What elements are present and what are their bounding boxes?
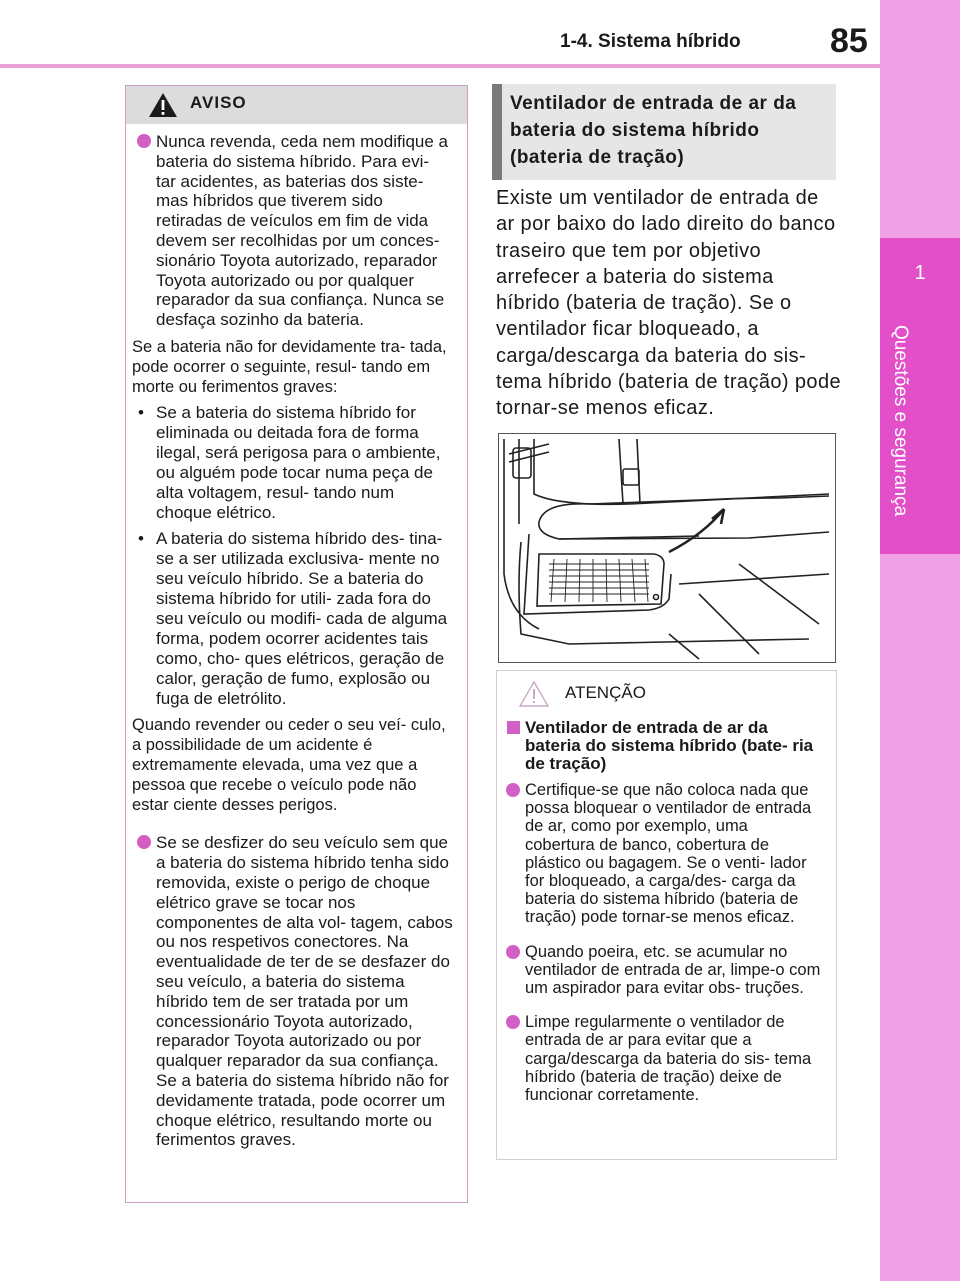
bullet-dot-icon <box>506 1015 520 1029</box>
chapter-label: Questões e segurança <box>890 325 911 517</box>
bullet-dot-icon <box>506 783 520 797</box>
header-rule <box>0 64 880 68</box>
fan-section-title: Ventilador de entrada de ar da bateria do sistema híbrido (bateria de tração) <box>510 93 797 168</box>
aviso-box <box>125 85 468 1203</box>
aviso-paragraph-1: Se a bateria não for devidamente tra- tada, pode ocorrer o seguinte, resul- tando em morte ou ferimentos graves: <box>132 337 447 396</box>
fan-section-title-bar <box>492 84 502 180</box>
aviso-dash-item-1: • Se a bateria do sistema híbrido for eliminada ou deitada fora de forma ilegal, será perigosa para o ambiente, ou alguém pode tocar numa peça de alta voltagem, resul- tando num choque elétrico. <box>138 403 441 523</box>
square-bullet-icon <box>507 721 520 734</box>
dash-bullet-icon: • <box>138 529 144 549</box>
rear-seat-vent-drawing <box>499 434 834 661</box>
aviso-header <box>126 86 467 124</box>
dash-bullet-icon: • <box>138 403 144 423</box>
fan-section-body: Existe um ventilador de entrada de ar por baixo do lado direito do banco traseiro que tem por objetivo arrefecer a bateria do sistema híbrido (bateria de tração). Se o ventilador ficar bloqueado, a carga/descarga da bateria do sis- tema híbrido (bateria de tração) pode tornar-se menos eficaz. <box>496 187 841 420</box>
section-title: 1-4. Sistema híbrido <box>560 31 741 52</box>
atencao-title: ATENÇÃO <box>565 683 646 702</box>
aviso-dash-item-2: • A bateria do sistema híbrido des- tina-se a ser utilizada exclusiva- mente no seu veículo híbrido. Se a bateria do sistema híbrido for utili- zada fora do seu veículo ou modifi- cada de alguma forma, podem ocorrer acidentes tais como, cho- ques elétricos, geração de calor, geração de fumo, explosão ou fuga de eletrólito. <box>138 529 448 709</box>
atencao-box <box>496 670 837 1160</box>
caution-icon <box>519 681 549 707</box>
atencao-bullet-2: Quando poeira, etc. se acumular no ventilador de entrada de ar, limpe-o com um aspirador para evitar obs- truções. <box>501 943 822 998</box>
aviso-bullet-1: Nunca revenda, ceda nem modifique a bateria do sistema híbrido. Para evi- tar acidentes, as baterias dos siste- mas híbridos que tiverem sido retiradas de veículos em fim de vida devem ser recolhidas por um conces- sionário Toyota autorizado, reparador Toyota autorizado ou por qualquer reparador da sua confiança. Nunca se desfaça sozinho da bateria. <box>132 132 453 330</box>
aviso-paragraph-2: Quando revender ou ceder o seu veí- culo, a possibilidade de um acidente é extremamente elevada, uma vez que a pessoa que recebe o veículo pode não estar ciente desses perigos. <box>132 716 446 814</box>
aviso-title: AVISO <box>190 93 247 112</box>
warning-icon <box>148 92 178 118</box>
aviso-bullet-2: Se se desfizer do seu veículo sem que a bateria do sistema híbrido tenha sido removida, existe o perigo de choque elétrico grave se tocar nos componentes de alta vol- tagem, cabos ou nos respetivos conectores. Na eventualidade de ter de se desfazer do seu veículo, a bateria do sistema híbrido tem de ser tratada por um concessionário Toyota autorizado, reparador Toyota autorizado ou por qualquer reparador da sua confiança. Se a bateria do sistema híbrido não for devidamente tratada, pode ocorrer um choque elétrico, resultando morte ou ferimentos graves. <box>132 833 453 1150</box>
atencao-bullet-3: Limpe regularmente o ventilador de entrada de ar para evitar que a carga/descarga da bateria do sis- tema híbrido (bateria de tração) deixe de funcionar corretamente. <box>501 1013 822 1104</box>
fan-illustration <box>498 433 836 663</box>
side-tab <box>880 0 960 1281</box>
page-number: 85 <box>830 22 868 60</box>
atencao-subhead: Ventilador de entrada de ar da bateria do sistema híbrido (bate- ria de tração) <box>501 719 822 773</box>
bullet-dot-icon <box>137 835 151 849</box>
bullet-dot-icon <box>137 134 151 148</box>
atencao-header <box>497 671 836 711</box>
bullet-dot-icon <box>506 945 520 959</box>
chapter-number: 1 <box>914 262 926 284</box>
atencao-bullet-1: Certifique-se que não coloca nada que possa bloquear o ventilador de entrada de ar, como por exemplo, uma cobertura de banco, cobertura de plástico ou bagagem. Se o venti- lador for bloqueado, a carga/des- carga da bateria do sistema híbrido (bateria de tração) pode tornar-se menos eficaz. <box>501 781 822 927</box>
